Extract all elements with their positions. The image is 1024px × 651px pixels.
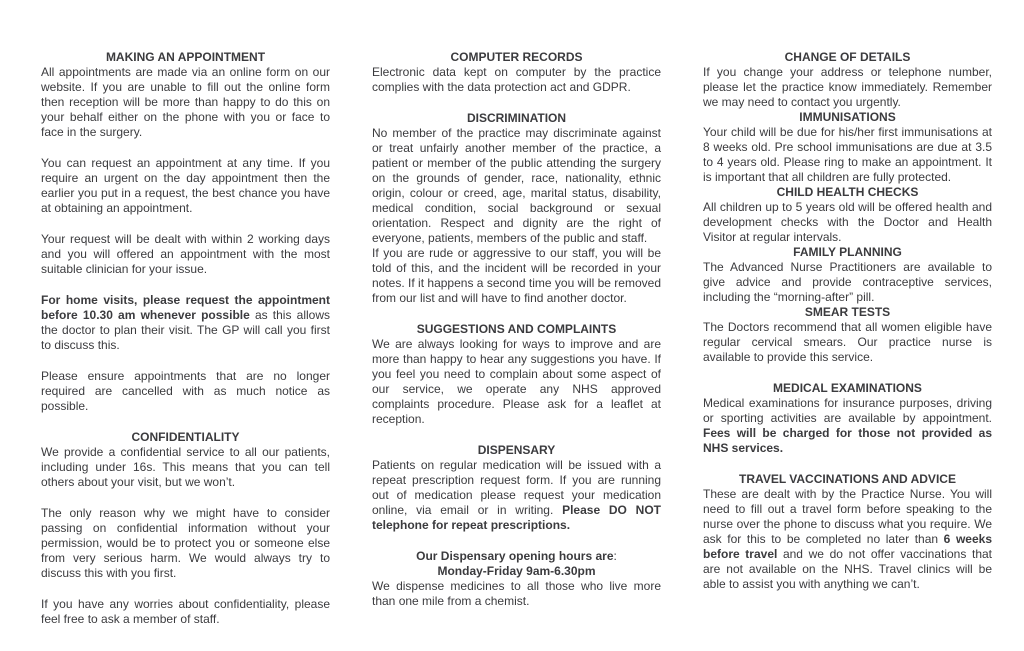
text-run: We are always looking for ways to improve and are more than happy to hear any suggestions you have. If you feel you need to complain about some aspect of our service, we operate any NHS approved complaints procedure. Please ask for a leaflet at reception. [372,337,661,426]
paragraph [372,246,661,306]
text-run: The Doctors recommend that all women eligible have regular cervical smears. Our practice nurse is available to provide this service. [703,320,992,364]
paragraph [703,260,992,305]
section-heading: CHILD HEALTH CHECKS [776,185,919,199]
column-left [41,50,330,627]
text-run: If you change your address or telephone number, please let the practice know immediately. Remember we may need to contact you urgently. [703,65,992,109]
section-heading: SMEAR TESTS [804,305,891,319]
section-heading: IMMUNISATIONS [799,110,896,124]
section-heading: MEDICAL EXAMINATIONS [773,381,922,395]
paragraph-spacer [41,277,330,293]
column-right [703,50,992,627]
paragraph [41,597,330,627]
center-line [372,564,661,579]
paragraph [703,65,992,110]
leaflet-columns [41,50,992,627]
section-heading: COMPUTER RECORDS [450,50,583,64]
paragraph [41,65,330,140]
text-run: If you have any worries about confidentiality, please feel free to ask a member of staff. [41,597,330,626]
text-run: The only reason why we might have to consider passing on confidential information without your permission, would be to protect you or someone else from very serious harm. We would always try to discuss this with you first. [41,506,330,580]
paragraph-spacer [41,581,330,597]
text-run: : [613,549,617,563]
text-run: These are dealt with by the Practice Nurse. You will need to fill out a travel form before speaking to the nurse over the phone to discuss what you require. We ask for this to be completed no later than [703,487,992,546]
text-run: Your request will be dealt with within 2 working days and you will offered an appointment with the most suitable clinician for your issue. [41,232,330,276]
text-run: No member of the practice may discriminate against or treat unfairly another member of the practice, a patient or member of the public attending the surgery on the grounds of gender, race, nationality, ethnic origin, colour or creed, age, marital status, disability, medical condition, social background or sexual orientation. Respect and dignity are the right of everyone, patients, members of the public and staff. [372,126,661,245]
paragraph-spacer [41,490,330,506]
bold-text-run: Monday-Friday 9am-6.30pm [437,564,596,578]
text-run: We provide a confidential service to all our patients, including under 16s. This means that you can tell others about your visit, but we won’t. [41,445,330,489]
paragraph-spacer [372,95,661,111]
text-run: and we do not offer vaccinations that are not available on the NHS. Travel clinics will be able to assist you with anything we can’t. [703,547,992,591]
text-run: All children up to 5 years old will be offered health and development checks with the Doctor and Health Visitor at regular intervals. [703,200,992,244]
paragraph-spacer [41,216,330,232]
paragraph-spacer [703,456,992,472]
paragraph [703,125,992,185]
paragraph [703,487,992,592]
section-heading: DISCRIMINATION [466,111,567,125]
paragraph [372,579,661,609]
paragraph [703,200,992,245]
paragraph [41,369,330,414]
text-run: Medical examinations for insurance purposes, driving or sporting activities are available by appointment. [703,396,992,425]
text-run: You can request an appointment at any time. If you require an urgent on the day appointment then the earlier you put in a request, the best chance you have at obtaining an appointment. [41,156,330,215]
section-heading: TRAVEL VACCINATIONS AND ADVICE [739,472,956,486]
paragraph [372,337,661,427]
paragraph [703,320,992,365]
text-run: We dispense medicines to all those who live more than one mile from a chemist. [372,579,661,608]
paragraph-spacer [372,427,661,443]
column-middle [372,50,661,627]
bold-text-run: Fees will be charged for those not provided as NHS services. [703,426,992,455]
paragraph-spacer [41,140,330,156]
paragraph-spacer [372,306,661,322]
bold-text-run: Our Dispensary opening hours are [416,549,614,563]
text-run: Your child will be due for his/her first immunisations at 8 weeks old. Pre school immunisations are due at 3.5 to 4 years old. Please ring to make an appointment. It is important that all children are fully protected. [703,125,992,184]
text-run: The Advanced Nurse Practitioners are available to give advice and provide contraceptive services, including the “morning-after” pill. [703,260,992,304]
section-heading: FAMILY PLANNING [793,245,902,259]
paragraph [41,506,330,581]
section-heading: CHANGE OF DETAILS [784,50,911,64]
paragraph [372,458,661,533]
paragraph-spacer [41,353,330,369]
text-run: Electronic data kept on computer by the practice complies with the data protection act and GDPR. [372,65,661,94]
text-run: If you are rude or aggressive to our staff, you will be told of this, and the incident will be recorded in your notes. If it happens a second time you will be removed from our list and will have to find another doctor. [372,246,661,305]
center-line [372,549,661,564]
text-run: Please ensure appointments that are no longer required are cancelled with as much notice as possible. [41,369,330,413]
text-run: All appointments are made via an online form on our website. If you are unable to fill out the online form then reception will be more than happy to do this on your behalf either on the phone with you or face to face in the surgery. [41,65,330,139]
paragraph [372,126,661,246]
paragraph [41,156,330,216]
paragraph-spacer [703,365,992,381]
section-heading: MAKING AN APPOINTMENT [105,50,266,64]
section-heading: SUGGESTIONS AND COMPLAINTS [416,322,617,336]
bold-text-run: 6 weeks before travel [703,532,992,561]
bold-text-run: For home visits, please request the appointment before 10.30 am whenever possible [41,293,330,322]
paragraph-spacer [372,533,661,549]
bold-text-run: Please DO NOT telephone for repeat prescriptions. [372,503,661,532]
section-heading: DISPENSARY [477,443,556,457]
paragraph-spacer [41,414,330,430]
text-run: Patients on regular medication will be issued with a repeat prescription request form. If you are running out of medication please request your medication online, via email or in writing. [372,458,661,517]
section-heading: CONFIDENTIALITY [131,430,240,444]
paragraph [703,396,992,456]
paragraph [41,445,330,490]
paragraph [41,232,330,277]
paragraph [41,293,330,353]
text-run: as this allows the doctor to plan their visit. The GP will call you first to discuss this. [41,308,330,352]
paragraph [372,65,661,95]
